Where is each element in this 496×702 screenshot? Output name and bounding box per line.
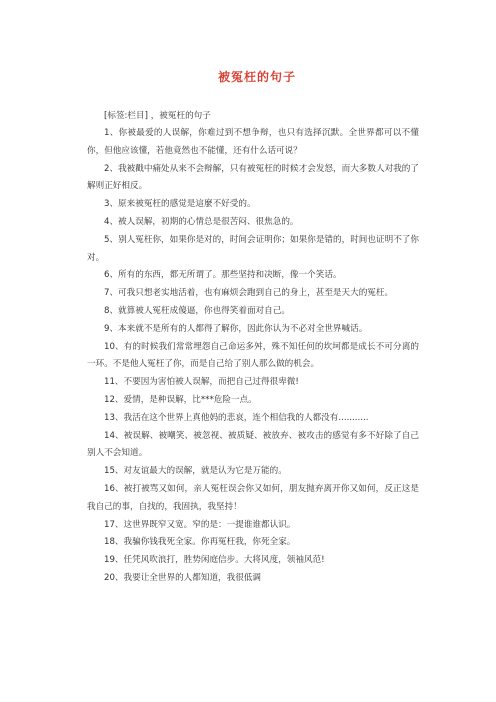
paragraph: 3、原来被冤枉的感觉是這麼不好受的。 <box>104 199 256 210</box>
paragraph: 6、所有的东西，都无所谓了。那些坚持和决断，像一个笑话。 <box>104 270 342 281</box>
paragraph: 17、这世界既窄又宽。窄的是：一提谁谁都认识。 <box>104 519 296 530</box>
paragraph: 16、被打被骂又如何，亲人冤枉误会你又如何，朋友抛弃离开你又如何，反正这是我自己的事，自找的，我固执，我坚持！ <box>87 483 419 512</box>
paragraph: 5、别人冤枉你，如果你是对的，时间会证明你；如果你是错的，时间也证明不了你对。 <box>87 234 419 263</box>
paragraph: 2、我被戳中痛处从来不会辩解，只有被冤枉的时候才会发怒，而大多数人对我的了解则正好相反。 <box>87 163 419 192</box>
paragraph: 13、我活在这个世界上真他妈的悲哀，连个相信我的人都没有........... <box>104 412 369 423</box>
paragraph: 12、爱情，是种误解，比***危险一点。 <box>104 394 257 405</box>
paragraph: 18、我骗你钱我死全家。你再冤枉我，你死全家。 <box>104 537 296 548</box>
tag-line: [标签:栏目] ，被冤枉的句子 <box>104 111 211 121</box>
paragraph: 7、可我只想老实地活着，也有麻烦会跑到自己的身上，甚至是天大的冤枉。 <box>104 288 394 299</box>
paragraph: 10、有的时候我们常常埋怨自己命运多舛，殊不知任何的坎坷都是成长不可分离的一环。不是他人冤枉了你，而是自己给了别人那么做的机会。 <box>87 341 419 370</box>
paragraph: 11、不要因为害怕被人误解，而把自己过得很卑微! <box>104 377 299 388</box>
paragraph: 19、任凭风吹浪打，胜势闲庭信步。大将风度，领袖风范! <box>104 555 325 566</box>
document-title: 被冤枉的句子 <box>217 70 296 84</box>
paragraph: 1、你被最爱的人误解，你难过到不想争辩，也只有选择沉默。全世界都可以不懂你，但他应该懂，若他竟然也不能懂，还有什么话可说？ <box>87 128 419 156</box>
paragraph: 15、对友谊最大的误解，就是认为它是万能的。 <box>104 466 287 477</box>
paragraph: 9、本来就不是所有的人都得了解你，因此你认为不必对全世界喊话。 <box>104 323 368 334</box>
paragraph-list <box>87 125 419 588</box>
paragraph: 20、我要让全世界的人都知道，我很低调 <box>104 572 262 583</box>
paragraph: 14、被误解、被嘲笑、被忽视、被质疑、被放弃、被攻击的感觉有多不好除了自己别人不会知道。 <box>87 430 419 459</box>
paragraph: 4、被人误解，初期的心情总是很苦闷、很焦急的。 <box>104 216 299 227</box>
paragraph: 8、就算被人冤枉成傻逼，你也得笑着面对自己。 <box>104 305 290 316</box>
